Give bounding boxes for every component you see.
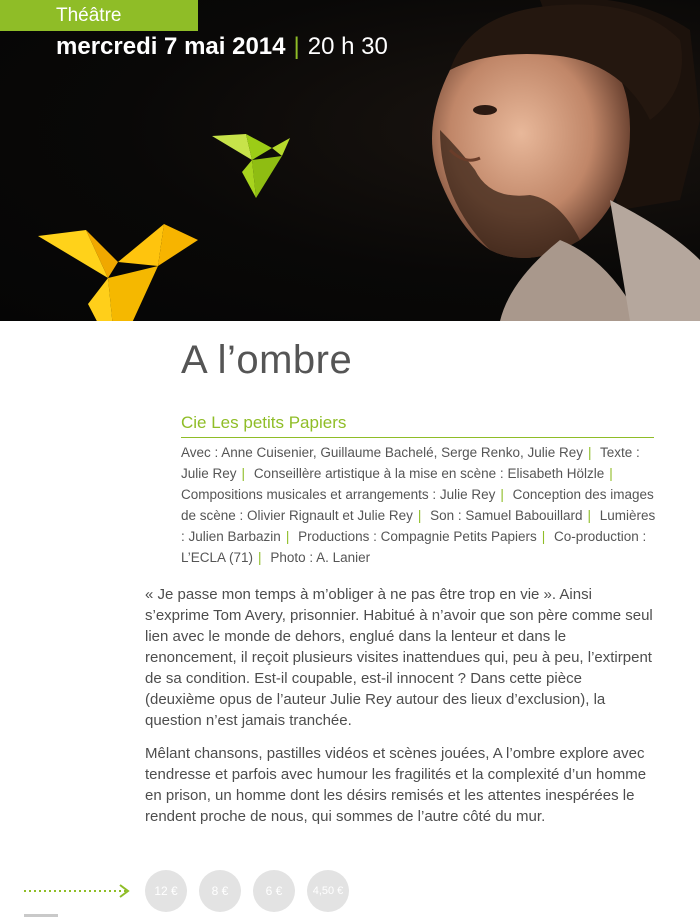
credit-separator: | <box>587 445 592 460</box>
price-bubble: 8 € <box>199 870 241 912</box>
credit-photo: Photo : A. Lanier <box>270 550 371 565</box>
hero-banner <box>0 0 700 321</box>
price-bubble: 6 € <box>253 870 295 912</box>
credit-text: Texte : Julie Rey <box>181 445 640 481</box>
credit-artistic-advisor: Conseillère artistique à la mise en scène : Elisabeth Hölzle <box>253 466 605 481</box>
origami-bird-yellow-icon <box>38 222 198 321</box>
footer-mark <box>24 914 58 917</box>
credit-separator: | <box>285 529 290 544</box>
credit-stage-images: Conception des images de scène : Olivier Rignault et Julie Rey <box>181 487 654 523</box>
description-paragraph-1: « Je passe mon temps à m’obliger à ne pas être trop en vie ». Ainsi s’exprime Tom Avery, prisonnier. Habitué à n’avoir que son père comme seul lien avec le monde de dehors, englué dans la lenteur et dans le renoncement, il reçoit plusieurs visites inattendues qui, peu à peu, l’extirpent de sa condition. Est-il coupable, est-il innocent ? Dans cette pièce (deuxième opus de l’auteur Julie Rey autour des lieux d’exclusion), la question n’est jamais tranchée. <box>145 586 653 729</box>
description-paragraph-2: Mêlant chansons, pastilles vidéos et scènes jouées, A l’ombre explore avec tendresse et parfois avec humour les fragilités et la complexité d’un homme en prison, un homme dont les désirs remisés et les attentes inespérées le rendent proche de nous, qui sommes de l’autre côté du mur. <box>145 745 647 825</box>
category-tab: Théâtre <box>0 0 198 31</box>
price-list <box>145 870 349 912</box>
credit-cast: Avec : Anne Cuisenier, Guillaume Bachelé, Serge Renko, Julie Rey <box>181 445 583 460</box>
credit-music: Compositions musicales et arrangements : Julie Rey <box>181 487 496 502</box>
company-name: Cie Les petits Papiers <box>181 413 654 438</box>
date-separator: | <box>293 33 300 60</box>
credit-separator: | <box>258 550 262 565</box>
event-date: mercredi 7 mai 2014 <box>56 33 286 60</box>
credit-lights: Lumières : Julien Barbazin <box>181 508 656 544</box>
show-title: A l’ombre <box>181 338 353 382</box>
credit-separator: | <box>609 466 613 481</box>
credit-separator: | <box>500 487 504 502</box>
event-datetime <box>56 33 388 61</box>
price-bubble: 12 € <box>145 870 187 912</box>
origami-bird-green-icon <box>212 128 292 200</box>
credit-sound: Son : Samuel Babouillard <box>430 508 583 523</box>
credit-coproduction: Co-production : L’ECLA (71) <box>181 529 647 565</box>
credits-block <box>181 442 661 568</box>
credit-separator: | <box>587 508 592 523</box>
credit-production: Productions : Compagnie Petits Papiers <box>298 529 537 544</box>
credit-separator: | <box>541 529 546 544</box>
dotted-arrow-icon <box>24 884 134 898</box>
event-time: 20 h 30 <box>307 33 388 60</box>
actor-photo <box>380 0 700 321</box>
credit-separator: | <box>241 466 246 481</box>
price-bubble: 4,50 € <box>307 870 349 912</box>
credit-separator: | <box>417 508 422 523</box>
description <box>145 584 655 839</box>
